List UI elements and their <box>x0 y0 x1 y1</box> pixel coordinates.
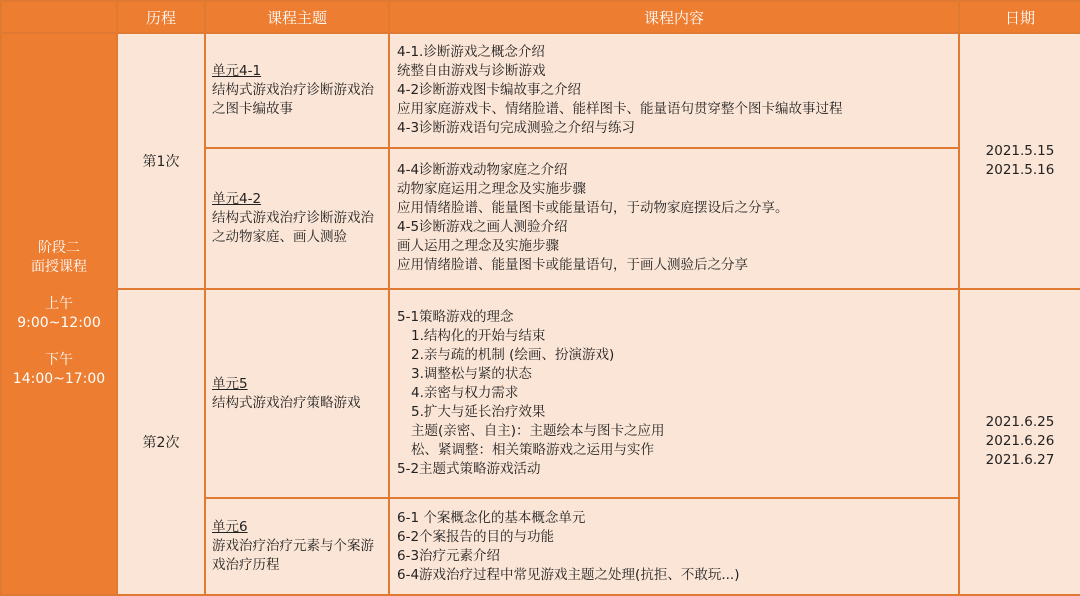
unit-content <box>389 498 959 595</box>
unit-number: 单元4-2 <box>212 190 262 207</box>
unit-topic <box>205 289 389 498</box>
content-line: 4-4诊断游戏动物家庭之介绍 <box>397 162 568 179</box>
content-line: 3.调整松与紧的状态 <box>411 366 532 383</box>
session-1-label: 第1次 <box>117 33 205 289</box>
content-line: 画人运用之理念及实施步骤 <box>397 238 559 255</box>
content-line: 统整自由游戏与诊断游戏 <box>397 62 546 79</box>
content-line: 5-2主题式策略游戏活动 <box>397 461 541 478</box>
table-row <box>1 33 1080 148</box>
unit-title: 结构式游戏治疗诊断游戏治之图卡编故事 <box>212 81 374 117</box>
header-date: 日期 <box>959 1 1080 33</box>
content-line: 6-4游戏治疗过程中常见游戏主题之处理(抗拒、不敢玩...) <box>397 566 740 583</box>
content-line: 4.亲密与权力需求 <box>411 385 519 402</box>
header-process: 历程 <box>117 1 205 33</box>
unit-number: 单元6 <box>212 519 248 536</box>
pm-label: 下午 <box>45 352 73 368</box>
content-line: 6-2个案报告的目的与功能 <box>397 528 555 545</box>
stage-name-line1: 阶段二 <box>38 240 80 256</box>
content-line: 4-1.诊断游戏之概念介绍 <box>397 43 545 60</box>
stage-cell <box>1 33 117 595</box>
unit-topic <box>205 148 389 289</box>
content-line: 松、紧调整：相关策略游戏之运用与实作 <box>411 442 654 459</box>
unit-content <box>389 148 959 289</box>
unit-title: 结构式游戏治疗策略游戏 <box>212 394 361 411</box>
date-item: 2021.6.26 <box>985 433 1055 450</box>
session-1-dates <box>959 33 1080 289</box>
date-item: 2021.5.15 <box>985 142 1055 159</box>
unit-topic <box>205 33 389 148</box>
content-line: 应用情绪脸谱、能量图卡或能量语句，于动物家庭摆设后之分享。 <box>397 200 789 217</box>
session-2-dates <box>959 289 1080 595</box>
content-line: 1.结构化的开始与结束 <box>411 328 546 345</box>
content-line: 2.亲与疏的机制 (绘画、扮演游戏) <box>411 347 615 364</box>
header-stage <box>1 1 117 33</box>
date-item: 2021.5.16 <box>985 161 1055 178</box>
unit-content <box>389 33 959 148</box>
am-time: 9:00~12:00 <box>17 315 101 331</box>
content-line: 主题(亲密、自主)：主题绘本与图卡之应用 <box>411 423 665 440</box>
content-line: 6-1 个案概念化的基本概念单元 <box>397 509 586 526</box>
date-item: 2021.6.27 <box>985 452 1055 469</box>
unit-content <box>389 289 959 498</box>
unit-topic <box>205 498 389 595</box>
unit-number: 单元4-1 <box>212 62 262 79</box>
header-content: 课程内容 <box>389 1 959 33</box>
date-item: 2021.6.25 <box>985 414 1055 431</box>
header-topic: 课程主题 <box>205 1 389 33</box>
session-2-label: 第2次 <box>117 289 205 595</box>
content-line: 4-5诊断游戏之画人测验介绍 <box>397 219 568 236</box>
header-row <box>1 1 1080 33</box>
content-line: 5-1策略游戏的理念 <box>397 309 514 326</box>
unit-title: 游戏治疗治疗元素与个案游戏治疗历程 <box>212 538 374 574</box>
content-line: 动物家庭运用之理念及实施步骤 <box>397 181 586 198</box>
content-line: 应用家庭游戏卡、情绪脸谱、能样图卡、能量语句贯穿整个图卡编故事过程 <box>397 100 843 117</box>
content-line: 应用情绪脸谱、能量图卡或能量语句，于画人测验后之分享 <box>397 257 748 274</box>
unit-title: 结构式游戏治疗诊断游戏治之动物家庭、画人测验 <box>212 209 374 245</box>
table-row <box>1 289 1080 498</box>
content-line: 6-3治疗元素介绍 <box>397 547 501 564</box>
content-line: 5.扩大与延长治疗效果 <box>411 404 546 421</box>
pm-time: 14:00~17:00 <box>12 371 106 387</box>
stage-name-line2: 面授课程 <box>31 259 87 275</box>
content-line: 4-2诊断游戏图卡编故事之介绍 <box>397 81 582 98</box>
content-line: 4-3诊断游戏语句完成测验之介绍与练习 <box>397 119 636 136</box>
unit-number: 单元5 <box>212 375 248 392</box>
am-label: 上午 <box>45 296 73 312</box>
